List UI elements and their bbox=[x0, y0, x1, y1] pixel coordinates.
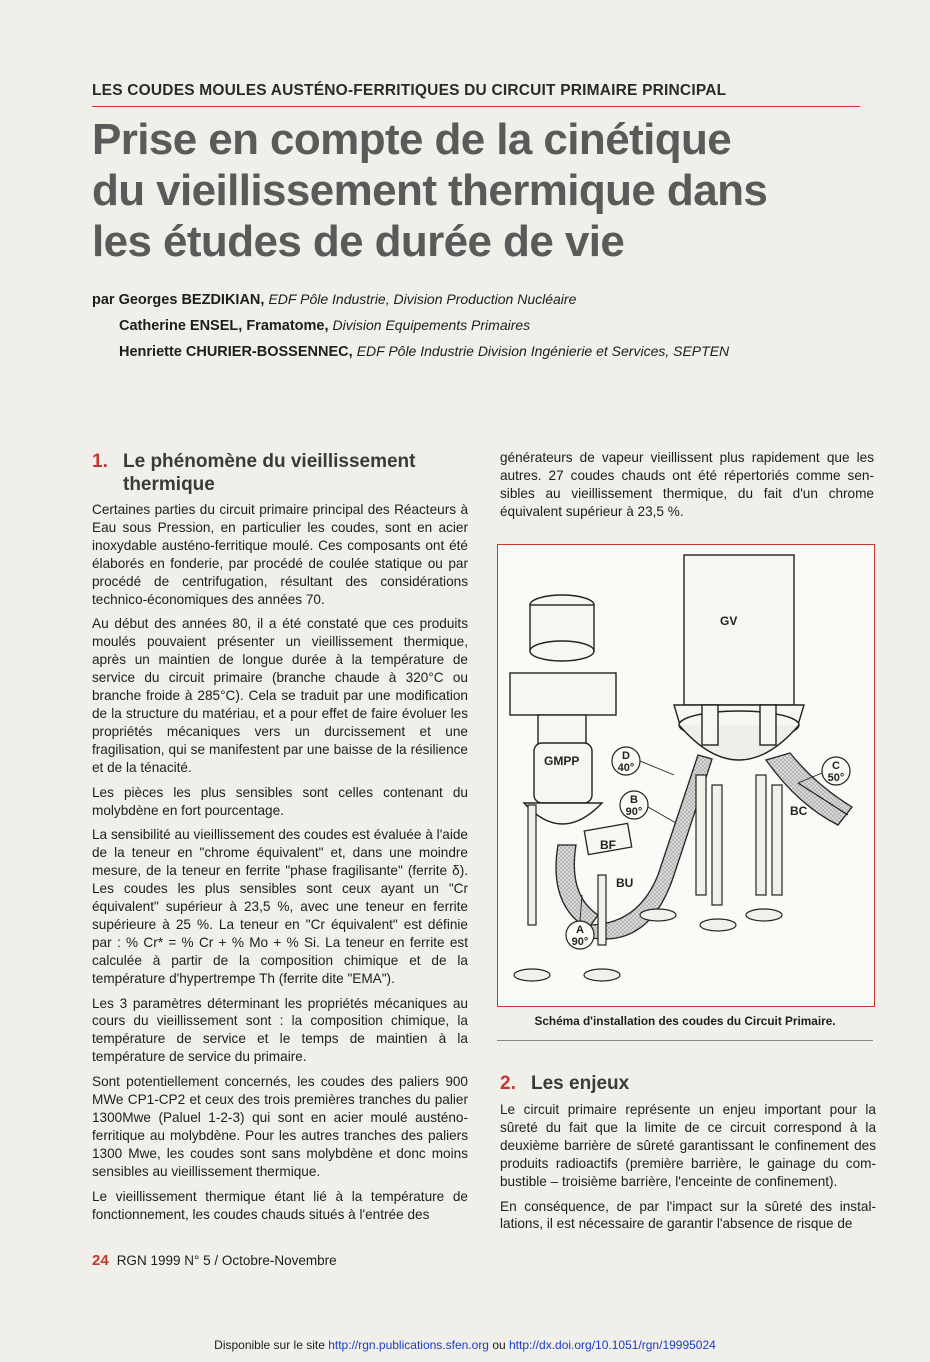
marker-d-letter: D bbox=[622, 750, 630, 762]
author-line-2 bbox=[119, 317, 530, 334]
author-affiliation: EDF Pôle Industrie, Division Production Nucléaire bbox=[268, 291, 577, 307]
label-gmpp: GMPP bbox=[544, 754, 580, 768]
marker-c-letter: C bbox=[832, 760, 840, 772]
paragraph: Au début des années 80, il a été constaté que ces produits moulés pouvaient présenter un vieillissement thermique, après un maintien de longue durée à la température de service du circuit primaire (branche chaude à 320°C ou branche froide à 285°C). Cela se traduit par une modification de la structure du matériau, et a pour effet de faire évoluer les propriétés mécaniques vers un durcissement et une fragilisation, qui se manifestent par une baisse de la résilience et de la ténacité. bbox=[92, 616, 468, 775]
author-affiliation: Division Equipements Primaires bbox=[332, 317, 531, 333]
marker-a-letter: A bbox=[576, 924, 584, 936]
title-line-3: les études de durée de vie bbox=[92, 217, 625, 266]
primary-circuit-diagram bbox=[498, 545, 874, 1006]
paragraph: Le vieillissement thermique étant lié à la température de fonctionnement, les coudes chauds situés à l'entrée des bbox=[92, 1188, 468, 1222]
marker-b-angle: 90° bbox=[625, 806, 643, 818]
figure-primary-circuit bbox=[497, 544, 875, 1007]
section-title-line-1: Le phénomène du vieillissement bbox=[123, 451, 416, 472]
doi-link[interactable]: http://dx.doi.org/10.1051/rgn/19995024 bbox=[509, 1338, 716, 1352]
right-column-bottom bbox=[500, 1101, 876, 1240]
left-column bbox=[92, 501, 468, 1230]
paragraph: générateurs de vapeur vieillissent plus rapidement que les autres. 27 coudes chauds ont été répertoriés comme sensibles au vieillissement thermique, du fait d'un chrome équivalent supérieur à 23,5 %. bbox=[500, 450, 874, 519]
title-line-2: du vieillissement thermique dans bbox=[92, 166, 768, 215]
steam-generator-shape bbox=[674, 555, 804, 760]
section-number: 2. bbox=[500, 1073, 516, 1094]
author-org: Framatome, bbox=[246, 318, 329, 334]
caption-divider bbox=[497, 1040, 873, 1041]
pump-shape bbox=[510, 595, 616, 824]
paragraph: Sont potentiellement concernés, les coudes des paliers 900 MWe CP1-CP2 et ceux des trois premières tranches du palier 1300Mwe (Paluel 1-2-3) qui sont en acier moulé austéno-ferritique au molybdène. Pour les autres tranches des paliers 1300 Mwe, les coudes sont sans molybdène et donc moins sensibles au vieillissement thermique. bbox=[92, 1074, 468, 1179]
section-title-line-2: thermique bbox=[123, 474, 215, 495]
section-2-heading bbox=[500, 1072, 876, 1095]
author-name: Henriette CHURIER-BOSSENNEC, bbox=[119, 344, 353, 360]
section-title: Les enjeux bbox=[531, 1073, 630, 1094]
marker-c-angle: 50° bbox=[827, 772, 845, 784]
author-name: Georges BEZDIKIAN, bbox=[118, 292, 265, 308]
paragraph: En conséquence, de par l'impact sur la sûreté des installations, il est nécessaire de garantir l'absence de risque de bbox=[500, 1198, 876, 1232]
page-footer bbox=[92, 1252, 337, 1269]
author-line-1 bbox=[92, 291, 576, 308]
rubric-divider bbox=[92, 106, 860, 107]
marker-d-angle: 40° bbox=[617, 762, 635, 774]
paragraph: Le circuit primaire représente un enjeu important pour la sûreté du fait que la limite de ce circuit correspond à la deuxième barrière de sûreté garantissant le confinement des produits radioactifs (première barrière, le gainage du combustible – troisième barrière, l'enceinte de confinement). bbox=[500, 1102, 876, 1189]
author-line-3 bbox=[119, 343, 729, 360]
journal-reference: RGN 1999 N° 5 / Octobre-Novembre bbox=[116, 1253, 337, 1268]
section-1-heading bbox=[92, 450, 472, 496]
article-title bbox=[92, 114, 872, 267]
label-bu: BU bbox=[616, 876, 634, 890]
paragraph: Les pièces les plus sensibles sont celles contenant du molybdène en fort pourcentage. bbox=[92, 784, 468, 818]
rubric-heading: LES COUDES MOULES AUSTÉNO-FERRITIQUES DU CIRCUIT PRIMAIRE PRINCIPAL bbox=[92, 82, 727, 99]
title-line-1: Prise en compte de la cinétique bbox=[92, 115, 732, 164]
label-bc: BC bbox=[790, 804, 808, 818]
availability-middle: ou bbox=[488, 1338, 509, 1352]
page-number: 24 bbox=[92, 1252, 109, 1269]
right-column-top bbox=[500, 449, 874, 528]
author-prefix: par bbox=[92, 292, 119, 308]
paragraph: La sensibilité au vieillissement des coudes est évaluée à l'aide de la teneur en "chrome équivalent" et, dans une moindre mesure, de la teneur en ferrite "phase fragilisante" (ferrite δ). Les coudes les plus sensibles sont ceux ayant un "Cr équivalent" supérieur à 23,5 %, avec une teneur en ferrite supérieure à 25 %. La teneur en "Cr équivalent" est définie par : % Cr* = % Cr + % Mo + % Si. La teneur en ferrite est calculée à partir de la composition chimique et de la température d'hypertrempe Th (ferrite dite "EMA"). bbox=[92, 827, 468, 986]
availability-note bbox=[0, 1338, 930, 1352]
author-affiliation: EDF Pôle Industrie Division Ingénierie et Services, SEPTEN bbox=[356, 343, 730, 359]
label-bf: BF bbox=[600, 838, 616, 852]
cold-leg-bf bbox=[556, 845, 598, 929]
availability-prefix: Disponible sur le site bbox=[214, 1338, 329, 1352]
marker-b-letter: B bbox=[630, 794, 638, 806]
paragraph: Certaines parties du circuit primaire principal des Réacteurs à Eau sous Pression, en particulier les coudes, sont en acier inoxydable austéno-ferritique moulé. Ces composants ont été élaborés en fonderie, par procédé de coulée statique ou par procédé de centrifugation, résultant des considérations technico-économiques des années 70. bbox=[92, 502, 468, 607]
label-gv: GV bbox=[720, 614, 738, 628]
author-name: Catherine ENSEL, bbox=[119, 318, 243, 334]
paragraph: Les 3 paramètres déterminant les propriétés mécaniques au cours du vieillissement sont : la composition chimique, la température de service et le temps de maintien à la température de service du primaire. bbox=[92, 995, 468, 1065]
figure-caption: Schéma d'installation des coudes du Circuit Primaire. bbox=[534, 1014, 836, 1028]
marker-a-angle: 90° bbox=[571, 936, 589, 948]
rgn-link[interactable]: http://rgn.publications.sfen.org bbox=[328, 1338, 489, 1352]
section-number: 1. bbox=[92, 451, 108, 472]
